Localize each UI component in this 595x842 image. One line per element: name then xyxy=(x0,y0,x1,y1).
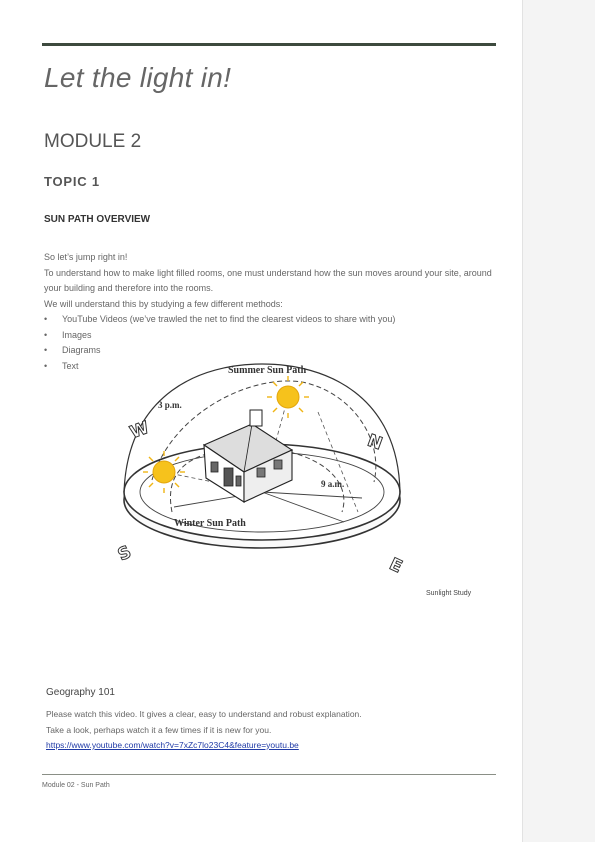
top-rule xyxy=(42,43,496,46)
list-item: • Text xyxy=(44,359,494,375)
geography-text xyxy=(46,707,486,754)
three-pm-label: 3 p.m. xyxy=(158,400,182,410)
bottom-rule xyxy=(42,774,496,775)
summer-sun-icon xyxy=(267,376,309,418)
compass-west-label: W xyxy=(127,417,152,444)
page-right-margin xyxy=(522,0,595,842)
intro-line: So let’s jump right in! xyxy=(44,252,128,262)
document-title: Let the light in! xyxy=(44,62,232,93)
youtube-video-link[interactable]: https://www.youtube.com/watch?v=7xZc7lo23C4&feature=youtu.be xyxy=(46,740,299,750)
section-heading: SUN PATH OVERVIEW xyxy=(44,214,151,225)
intro-line: To understand how to make light filled rooms, one must understand how the sun moves around your site, around your building and therefore into the rooms. xyxy=(44,267,492,293)
figure-caption: Sunlight Study xyxy=(426,590,472,597)
list-item: • Images xyxy=(44,328,494,344)
geography-line: Please watch this video. It gives a clear, easy to understand and robust explanation. xyxy=(46,709,362,719)
sun-path-diagram xyxy=(112,352,412,580)
list-item: • YouTube Videos (we’ve trawled the net to find the clearest videos to share with you) xyxy=(44,312,494,328)
compass-east-label: E xyxy=(386,554,406,578)
module-heading: MODULE 2 xyxy=(44,131,142,152)
geography-title: Geography 101 xyxy=(46,687,115,698)
geography-line: Take a look, perhaps watch it a few times if it is new for you. xyxy=(46,724,272,735)
page-footer: Module 02 - Sun Path xyxy=(42,782,110,789)
winter-sun-path-label: Winter Sun Path xyxy=(174,518,246,529)
nine-am-label: 9 a.m. xyxy=(321,479,345,489)
compass-south-label: S xyxy=(114,542,135,566)
intro-line: We will understand this by studying a few different methods: xyxy=(44,298,283,309)
summer-sun-path-label: Summer Sun Path xyxy=(228,365,307,376)
topic-heading: TOPIC 1 xyxy=(44,174,100,189)
compass-north-label: N xyxy=(364,430,385,455)
list-item: • Diagrams xyxy=(44,343,494,359)
